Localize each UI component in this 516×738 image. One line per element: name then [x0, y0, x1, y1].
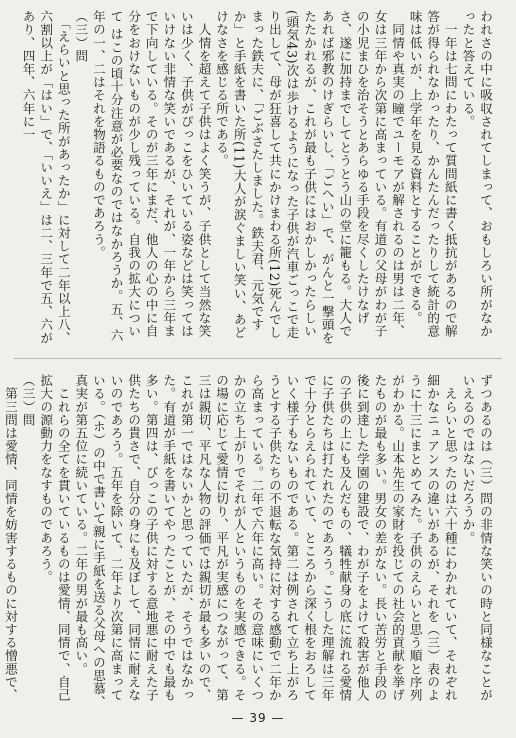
top-text-block: われさの中に吸収されてしまって、おもしろい所がなかったと答えている。 一年は七問にわたって質問紙に書く抵抗があるので解答が得られなかったり、かんたんだったりして統計的意味は低いが、上学年を見る資料とすることができる。 同情や真実の瞳でユーモアが解されるのは男は二年、女は三年から次第に高まっている。有道の父母がわが子の小児まひを治そうとあらゆる手段を尽くしたけなげさ、遂に加持までしてとうとう山の堂に籠もる。大人であれば邪教のけぎらいし、「ごへい」で、がんと一撃頭をたたかれるが、これが最も子供にはおかしかったらしい(頭気43)次は歩けるようになった子供が汽車ごっこで走り出して、母が狂喜して共にかけまわる所(12)死んでしまった鉄夫に、「ごぶさたしました。鉄夫君、元気ですか」と手紙を書いた所(11)大人が涙ぐましい笑い、あどけなさを感じる所である。 人情を超えて子供はよく笑うが、子供として当然な笑いは少く、子供がぴっこをひいている姿などは笑ってはいけない非情な笑いであるが、それが、一年から三年まで下向している。そのが三年にまだ、他人の心の中に自分をおけないものが少し残っている。自我の拡大について はこの頃十分注意が必要なのではなかろうか。五、六年の一、二はそれを物語るものであろう。 （三）問 「えらいと思った所があったか」に対して二年以上八、六割以上が「はい」で、「いいえ」は二、三年で五、六があり、四年、六年に一 — [20, 10, 493, 345]
section-divider — [14, 358, 502, 359]
page-number: — 39 — — [231, 711, 285, 725]
bottom-text-block: ずつあるのは（三）問の非情な笑いの時と同様なことがいえるのではないだろうか。 えらいと思ったのは六十種にわかれていて、それぞれ細かなニュアンスの違いがあるが、それを（三）表のように十三にまとめてみた。子供のえらいと思う順と序列がわかる。山本先生の家財を投じての社会的貢献を挙げたものが最も多い。男女の差がない。長い苦労と手段の後に到達した学園の建設で、わが子をよけて殺害が他人の子供の上にも及んだもの、犠牲献身の底に流れる愛情に子供たちは打たれたのであろう。こうした理解は三年で十分とらえられていて、ところから深く根をおろしていく様子もないものである。第二は例されて立ち上がろうとする子供たちの不退転な気持に対する感動で二年から高まっている。二年で六年に高い。その意味にいくつかの立ち上がりでそれが人というものを実感できる。その場に応じて愛情に切り、平凡が実感につながって、第三は親切、平凡な人物の評価では親切が最も多いので、これが第一ではないかと思っていたが、そうではなかった。有道が手紙を書いてやったことが、その中でも最も多い。第四は、びっこの子供に対する意地悪に耐えた子供たちの貴さで、自分の身にも及ぼして、同情に耐えないのであろう。五年を除いて、二年より次第に高まっている。（ホ）の中で書いて親に手紙を送る父母への思慕、真実が第五位に続いている。二年の男が最も高い。 これらの全てを貫いているものは愛情、同情で、自己拡大の源動力をなすものであろう。 （三）問 第三問は愛情、同情を妨害するものに対する憎悪で、 — [2, 374, 493, 709]
